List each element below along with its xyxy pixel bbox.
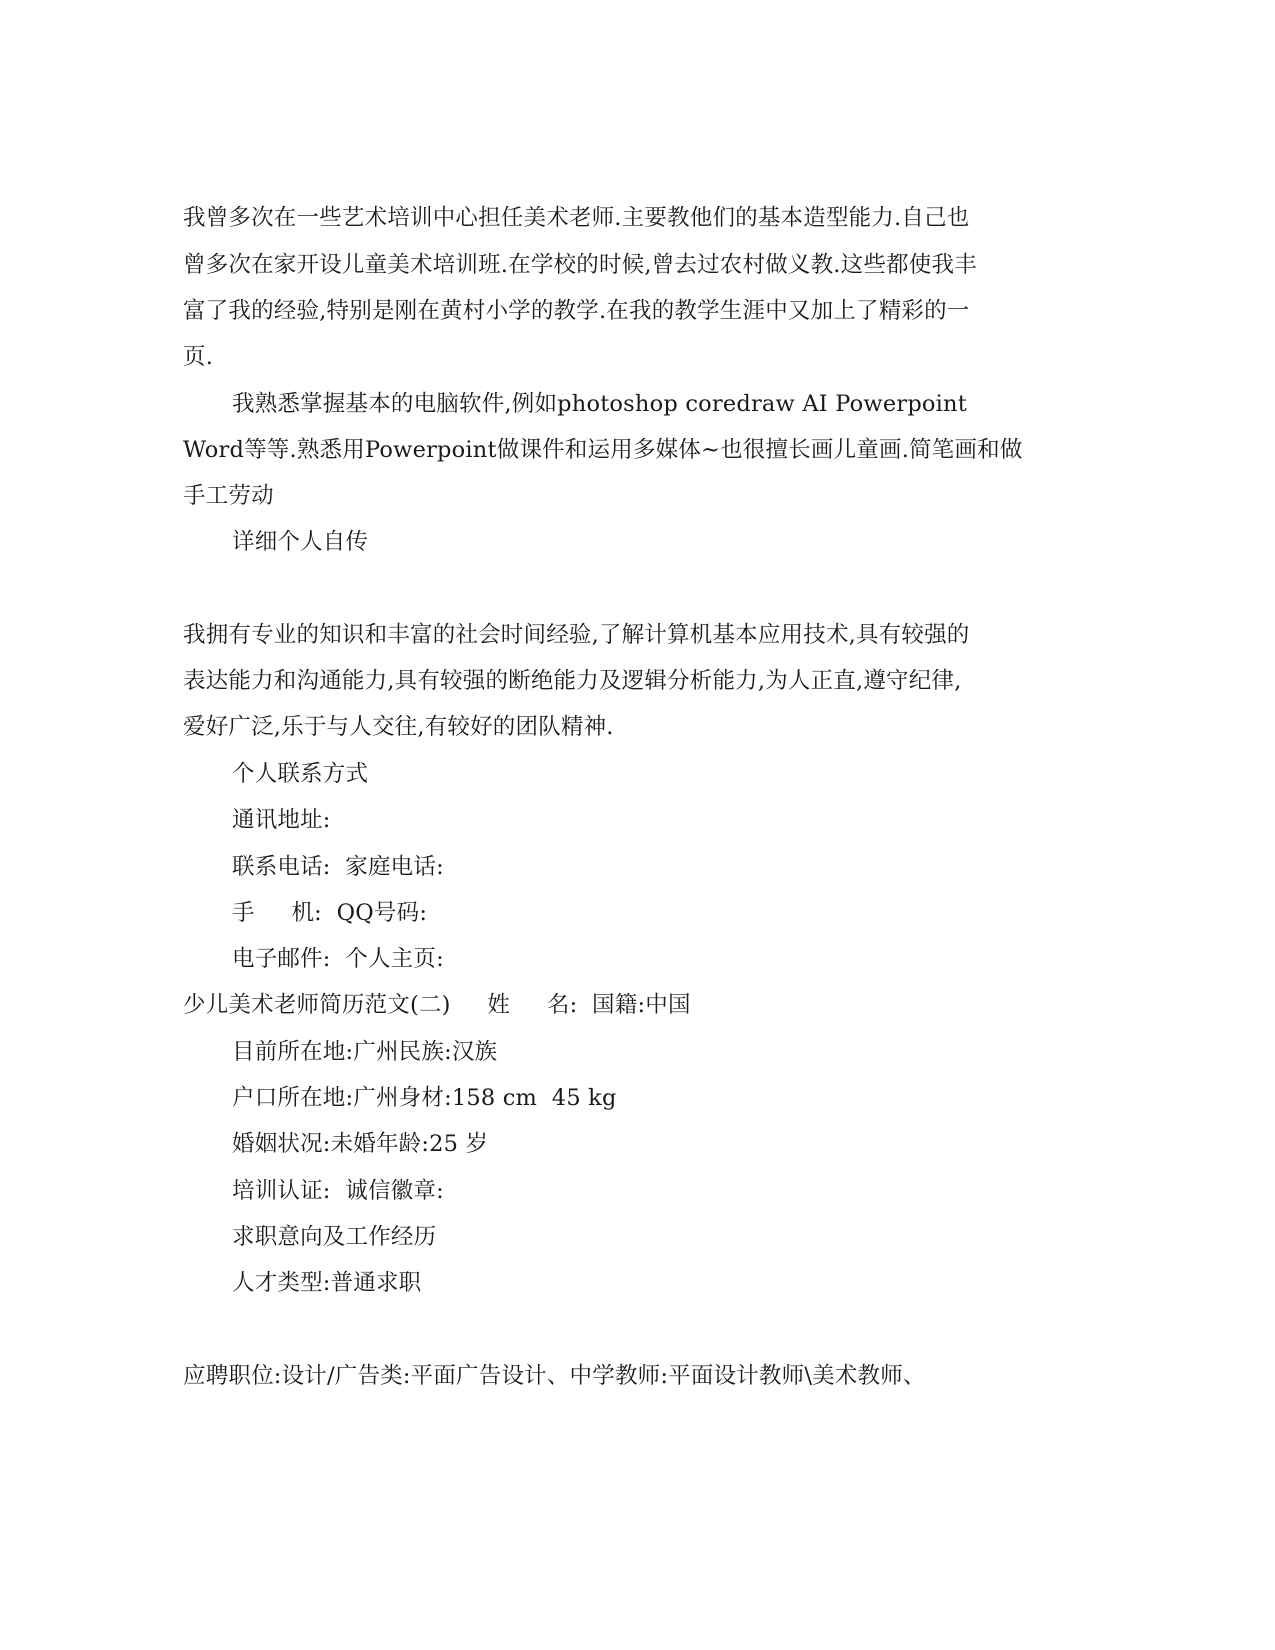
paragraph-line: 页. bbox=[183, 344, 214, 370]
paragraph-line: 爱好广泛,乐于与人交往,有较好的团队精神. bbox=[183, 714, 614, 740]
contact-field: 手 机: QQ号码: bbox=[232, 900, 428, 926]
personal-info-field: 户口所在地:广州身材:158 cm 45 kg bbox=[232, 1085, 617, 1111]
paragraph-line: 我熟悉掌握基本的电脑软件,例如photoshop coredraw AI Powerpoint bbox=[232, 391, 967, 417]
section-heading: 求职意向及工作经历 bbox=[232, 1224, 437, 1250]
paragraph-line: Word等等.熟悉用Powerpoint做课件和运用多媒体~也很擅长画儿童画.简笔画和做 bbox=[183, 437, 1023, 463]
paragraph-line: 富了我的经验,特别是刚在黄村小学的教学.在我的教学生涯中又加上了精彩的一 bbox=[183, 298, 970, 324]
paragraph-line: 表达能力和沟通能力,具有较强的断绝能力及逻辑分析能力,为人正直,遵守纪律, bbox=[183, 668, 962, 694]
resume-title-line: 少儿美术老师简历范文(二) 姓 名: 国籍:中国 bbox=[183, 992, 691, 1018]
section-heading: 个人联系方式 bbox=[232, 761, 369, 787]
personal-info-field: 人才类型:普通求职 bbox=[232, 1270, 422, 1296]
personal-info-field: 婚姻状况:未婚年龄:25 岁 bbox=[232, 1131, 489, 1157]
paragraph-line: 我拥有专业的知识和丰富的社会时间经验,了解计算机基本应用技术,具有较强的 bbox=[183, 622, 970, 648]
contact-field: 通讯地址: bbox=[232, 807, 331, 833]
paragraph-line: 曾多次在家开设儿童美术培训班.在学校的时候,曾去过农村做义教.这些都使我丰 bbox=[183, 252, 977, 278]
contact-field: 电子邮件: 个人主页: bbox=[232, 946, 444, 972]
contact-field: 联系电话: 家庭电话: bbox=[232, 854, 444, 880]
paragraph-line: 手工劳动 bbox=[183, 483, 274, 509]
personal-info-field: 培训认证: 诚信徽章: bbox=[232, 1178, 444, 1204]
paragraph-line: 应聘职位:设计/广告类:平面广告设计、中学教师:平面设计教师\美术教师、 bbox=[183, 1363, 926, 1389]
section-heading: 详细个人自传 bbox=[232, 529, 369, 555]
paragraph-line: 我曾多次在一些艺术培训中心担任美术老师.主要教他们的基本造型能力.自己也 bbox=[183, 205, 970, 231]
personal-info-field: 目前所在地:广州民族:汉族 bbox=[232, 1039, 498, 1065]
